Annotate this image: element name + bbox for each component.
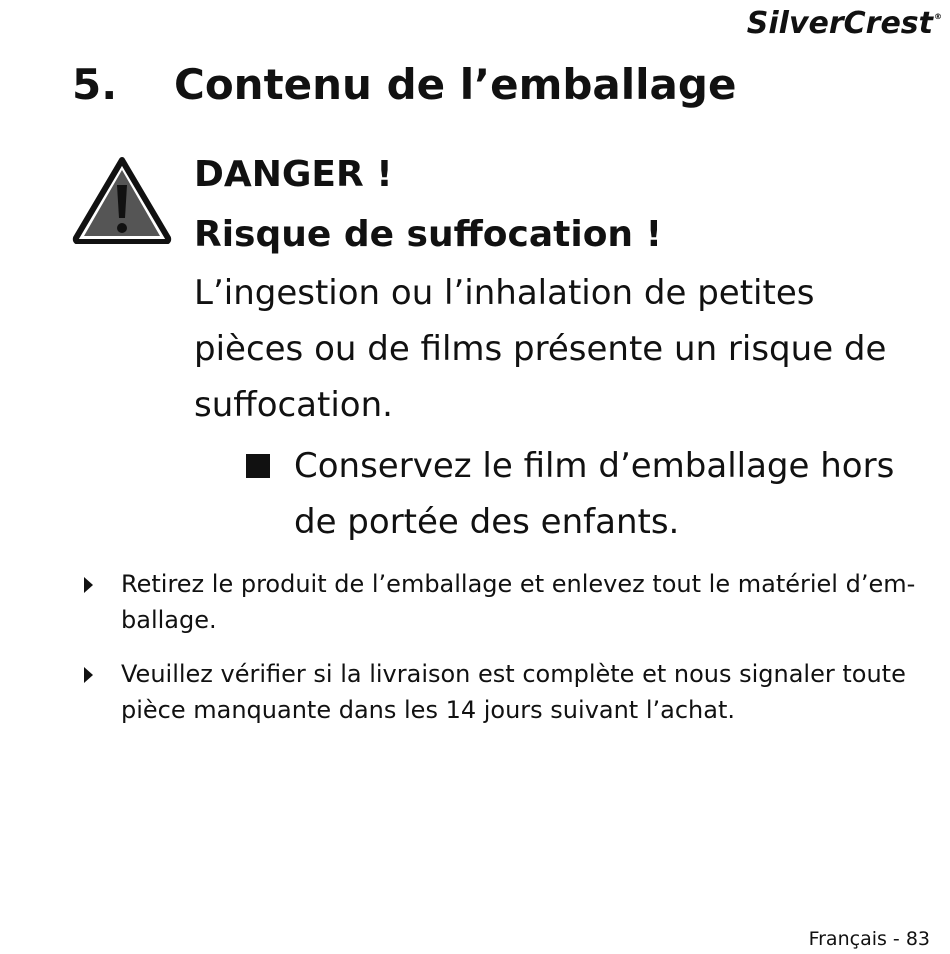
instruction-text: Retirez le produit de l’emballage et enlevez tout le matériel d’emballage. [121, 570, 916, 634]
section-heading [72, 60, 736, 109]
danger-bullet-text: Conservez le film d’emballage hors de portée des enfants. [294, 446, 895, 542]
instructions-list [84, 566, 934, 746]
warning-block [194, 145, 934, 433]
page-footer: Français - 83 [808, 928, 930, 950]
brand-logo [747, 6, 942, 41]
registered-mark: ® [934, 12, 942, 21]
warning-triangle-icon [72, 156, 172, 244]
danger-title: DANGER ! [194, 154, 393, 195]
instruction-item [84, 656, 934, 728]
brand-name: SilverCrest [746, 6, 933, 41]
danger-bullet-item [246, 438, 936, 550]
square-bullet-icon [246, 454, 270, 478]
danger-description: L’ingestion ou l’inhalation de petites pièces ou de films présente un risque de suffocation. [194, 273, 887, 425]
danger-subtitle: Risque de suffocation ! [194, 214, 662, 255]
triangle-bullet-icon [84, 577, 93, 593]
instruction-text: Veuillez vérifier si la livraison est complète et nous signaler toute pièce manquante dans les 14 jours suivant l’achat. [121, 660, 906, 724]
section-number: 5. [72, 60, 118, 109]
section-title: Contenu de l’emballage [174, 60, 737, 109]
instruction-item [84, 566, 934, 638]
triangle-bullet-icon [84, 667, 93, 683]
